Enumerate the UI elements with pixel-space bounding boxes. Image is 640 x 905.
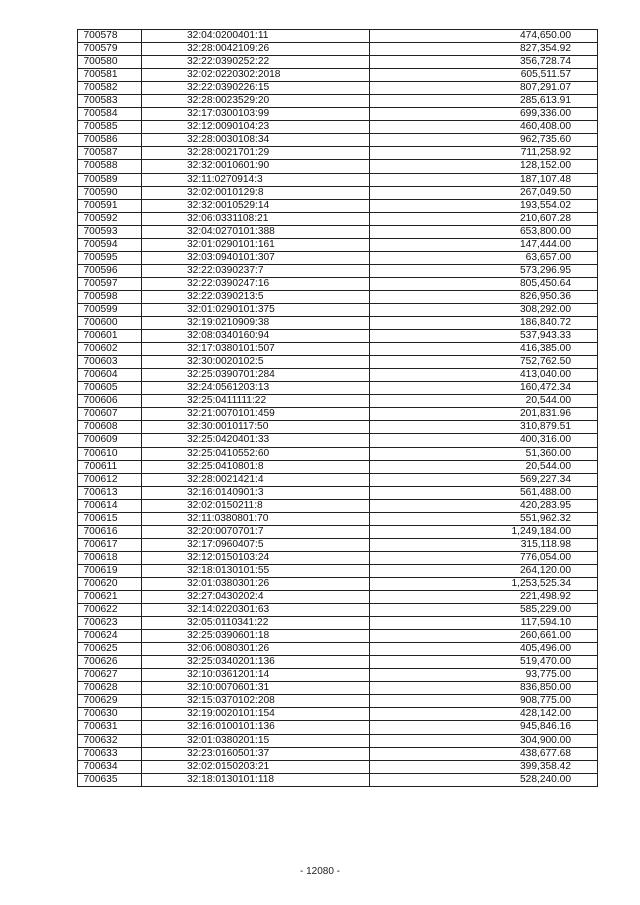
cadastral-number-cell: 32:05:0110341:22 [142,617,370,630]
amount-cell: 413,040.00 [370,369,598,382]
cadastral-number-cell: 32:25:0410801:8 [142,460,370,473]
page-number: - 12080 - [299,866,341,877]
table-row [78,330,598,343]
amount-cell: 260,661.00 [370,630,598,643]
cadastral-number-cell: 32:19:0020101:154 [142,708,370,721]
record-id-cell: 700615 [78,512,142,525]
cadastral-number-cell: 32:25:0411111:22 [142,395,370,408]
amount-cell: 653,800.00 [370,225,598,238]
record-id-cell: 700603 [78,356,142,369]
amount-cell: 267,049.50 [370,186,598,199]
amount-cell: 537,943.33 [370,330,598,343]
record-id-cell: 700602 [78,343,142,356]
record-id-cell: 700626 [78,656,142,669]
amount-cell: 405,496.00 [370,643,598,656]
cadastral-number-cell: 32:21:0070101:459 [142,408,370,421]
record-id-cell: 700630 [78,708,142,721]
amount-cell: 310,879.51 [370,421,598,434]
amount-cell: 285,613.91 [370,95,598,108]
record-id-cell: 700591 [78,199,142,212]
table-row [78,447,598,460]
amount-cell: 699,336.00 [370,108,598,121]
record-id-cell: 700596 [78,264,142,277]
amount-cell: 585,229.00 [370,604,598,617]
cadastral-number-cell: 32:04:0200401:11 [142,30,370,43]
table-row [78,682,598,695]
cadastral-number-cell: 32:22:0390237:7 [142,264,370,277]
table-row [78,95,598,108]
table-row [78,591,598,604]
record-id-cell: 700608 [78,421,142,434]
cadastral-number-cell: 32:32:0010529:14 [142,199,370,212]
record-id-cell: 700607 [78,408,142,421]
amount-cell: 836,850.00 [370,682,598,695]
record-id-cell: 700635 [78,773,142,786]
cadastral-number-cell: 32:02:0150203:21 [142,760,370,773]
table-row [78,564,598,577]
record-id-cell: 700625 [78,643,142,656]
table-row [78,460,598,473]
amount-cell: 561,488.00 [370,486,598,499]
table-row [78,551,598,564]
record-id-cell: 700605 [78,382,142,395]
cadastral-number-cell: 32:02:0010129:8 [142,186,370,199]
record-id-cell: 700604 [78,369,142,382]
amount-cell: 20,544.00 [370,460,598,473]
amount-cell: 776,054.00 [370,551,598,564]
cadastral-number-cell: 32:02:0220302:2018 [142,69,370,82]
record-id-cell: 700586 [78,134,142,147]
amount-cell: 1,249,184.00 [370,525,598,538]
amount-cell: 93,775.00 [370,669,598,682]
record-id-cell: 700612 [78,473,142,486]
amount-cell: 474,650.00 [370,30,598,43]
record-id-cell: 700598 [78,290,142,303]
table-row [78,734,598,747]
amount-cell: 304,900.00 [370,734,598,747]
record-id-cell: 700619 [78,564,142,577]
table-row [78,134,598,147]
table-row [78,82,598,95]
record-id-cell: 700631 [78,721,142,734]
amount-cell: 807,291.07 [370,82,598,95]
cadastral-number-cell: 32:16:0100101:136 [142,721,370,734]
table-row [78,486,598,499]
amount-cell: 400,316.00 [370,434,598,447]
table-row [78,395,598,408]
table-row [78,434,598,447]
table-row [78,277,598,290]
record-id-cell: 700611 [78,460,142,473]
amount-cell: 399,358.42 [370,760,598,773]
cadastral-number-cell: 32:14:0220301:63 [142,604,370,617]
table-row [78,695,598,708]
cadastral-number-cell: 32:19:0210909:38 [142,317,370,330]
amount-cell: 569,227.34 [370,473,598,486]
table-row [78,290,598,303]
record-id-cell: 700588 [78,160,142,173]
cadastral-number-cell: 32:18:0130101:118 [142,773,370,786]
cadastral-number-cell: 32:01:0290101:375 [142,303,370,316]
record-id-cell: 700593 [78,225,142,238]
cadastral-number-cell: 32:17:0960407:5 [142,538,370,551]
record-id-cell: 700623 [78,617,142,630]
amount-cell: 1,253,525.34 [370,577,598,590]
record-id-cell: 700582 [78,82,142,95]
table-row [78,473,598,486]
cadastral-number-cell: 32:02:0150211:8 [142,499,370,512]
amount-cell: 160,472.34 [370,382,598,395]
cadastral-number-cell: 32:17:0380101:507 [142,343,370,356]
table-row [78,251,598,264]
amount-cell: 147,444.00 [370,238,598,251]
amount-cell: 945,846.16 [370,721,598,734]
cadastral-number-cell: 32:11:0270914:3 [142,173,370,186]
record-id-cell: 700590 [78,186,142,199]
amount-cell: 416,385.00 [370,343,598,356]
table-row [78,264,598,277]
amount-cell: 201,831.96 [370,408,598,421]
cadastral-number-cell: 32:22:0390252:22 [142,56,370,69]
table-row [78,160,598,173]
record-id-cell: 700613 [78,486,142,499]
amount-cell: 20,544.00 [370,395,598,408]
amount-cell: 264,120.00 [370,564,598,577]
record-id-cell: 700594 [78,238,142,251]
record-id-cell: 700606 [78,395,142,408]
cadastral-number-cell: 32:18:0130101:55 [142,564,370,577]
record-id-cell: 700587 [78,147,142,160]
record-id-cell: 700628 [78,682,142,695]
amount-cell: 519,470.00 [370,656,598,669]
amount-cell: 308,292.00 [370,303,598,316]
cadastral-number-cell: 32:23:0160501:37 [142,747,370,760]
table-row [78,382,598,395]
cadastral-number-cell: 32:28:0042109:26 [142,43,370,56]
record-id-cell: 700629 [78,695,142,708]
cadastral-number-cell: 32:01:0380301:26 [142,577,370,590]
amount-cell: 51,360.00 [370,447,598,460]
cadastral-number-cell: 32:01:0380201:15 [142,734,370,747]
record-id-cell: 700578 [78,30,142,43]
record-id-cell: 700583 [78,95,142,108]
table-row [78,343,598,356]
record-id-cell: 700627 [78,669,142,682]
amount-cell: 605,511.57 [370,69,598,82]
table-row [78,147,598,160]
cadastral-number-cell: 32:06:0080301:26 [142,643,370,656]
table-row [78,747,598,760]
table-row [78,225,598,238]
record-id-cell: 700620 [78,577,142,590]
cadastral-number-cell: 32:11:0380801:70 [142,512,370,525]
record-id-cell: 700616 [78,525,142,538]
cadastral-number-cell: 32:01:0290101:161 [142,238,370,251]
table-row [78,369,598,382]
table-row [78,69,598,82]
table-row [78,630,598,643]
amount-cell: 752,762.50 [370,356,598,369]
record-id-cell: 700624 [78,630,142,643]
record-id-cell: 700610 [78,447,142,460]
table-row [78,721,598,734]
record-id-cell: 700595 [78,251,142,264]
cadastral-number-cell: 32:30:0010117:50 [142,421,370,434]
table-row [78,604,598,617]
table-row [78,173,598,186]
table-row [78,577,598,590]
cadastral-number-cell: 32:30:0020102:5 [142,356,370,369]
cadastral-number-cell: 32:04:0270101:388 [142,225,370,238]
record-id-cell: 700609 [78,434,142,447]
table-row [78,643,598,656]
table-row [78,499,598,512]
cadastral-number-cell: 32:10:0361201:14 [142,669,370,682]
amount-cell: 908,775.00 [370,695,598,708]
amount-cell: 356,728.74 [370,56,598,69]
table-row [78,708,598,721]
record-id-cell: 700632 [78,734,142,747]
record-id-cell: 700622 [78,604,142,617]
record-id-cell: 700600 [78,317,142,330]
records-table [77,29,598,787]
record-id-cell: 700618 [78,551,142,564]
record-id-cell: 700633 [78,747,142,760]
table-row [78,656,598,669]
table-row [78,538,598,551]
cadastral-number-cell: 32:24:0561203:13 [142,382,370,395]
amount-cell: 551,962.32 [370,512,598,525]
amount-cell: 460,408.00 [370,121,598,134]
cadastral-number-cell: 32:25:0410552:60 [142,447,370,460]
cadastral-number-cell: 32:32:0010601:90 [142,160,370,173]
cadastral-number-cell: 32:28:0023529:20 [142,95,370,108]
table-row [78,408,598,421]
cadastral-number-cell: 32:27:0430202:4 [142,591,370,604]
amount-cell: 573,296.95 [370,264,598,277]
records-table-body [78,30,598,787]
cadastral-number-cell: 32:28:0030108:34 [142,134,370,147]
record-id-cell: 700579 [78,43,142,56]
table-row [78,238,598,251]
table-row [78,108,598,121]
amount-cell: 187,107.48 [370,173,598,186]
table-row [78,303,598,316]
amount-cell: 438,677.68 [370,747,598,760]
table-row [78,773,598,786]
amount-cell: 221,498.92 [370,591,598,604]
table-row [78,212,598,225]
amount-cell: 315,118.98 [370,538,598,551]
cadastral-number-cell: 32:03:0940101:307 [142,251,370,264]
record-id-cell: 700589 [78,173,142,186]
record-id-cell: 700597 [78,277,142,290]
record-id-cell: 700614 [78,499,142,512]
record-id-cell: 700634 [78,760,142,773]
amount-cell: 117,594.10 [370,617,598,630]
table-row [78,186,598,199]
record-id-cell: 700592 [78,212,142,225]
table-row [78,121,598,134]
cadastral-number-cell: 32:25:0340201:136 [142,656,370,669]
amount-cell: 428,142.00 [370,708,598,721]
cadastral-number-cell: 32:28:0021701:29 [142,147,370,160]
cadastral-number-cell: 32:22:0390247:16 [142,277,370,290]
cadastral-number-cell: 32:10:0070601:31 [142,682,370,695]
amount-cell: 186,840.72 [370,317,598,330]
record-id-cell: 700617 [78,538,142,551]
table-row [78,760,598,773]
amount-cell: 827,354.92 [370,43,598,56]
table-row [78,669,598,682]
cadastral-number-cell: 32:25:0390601:18 [142,630,370,643]
amount-cell: 528,240.00 [370,773,598,786]
amount-cell: 711,258.92 [370,147,598,160]
amount-cell: 210,607.28 [370,212,598,225]
cadastral-number-cell: 32:20:0070701:7 [142,525,370,538]
record-id-cell: 700601 [78,330,142,343]
amount-cell: 826,950.36 [370,290,598,303]
record-id-cell: 700585 [78,121,142,134]
table-row [78,512,598,525]
amount-cell: 805,450.64 [370,277,598,290]
record-id-cell: 700621 [78,591,142,604]
cadastral-number-cell: 32:12:0090104:23 [142,121,370,134]
table-row [78,30,598,43]
cadastral-number-cell: 32:17:0300103:99 [142,108,370,121]
table-row [78,525,598,538]
cadastral-number-cell: 32:15:0370102:208 [142,695,370,708]
table-row [78,43,598,56]
cadastral-number-cell: 32:06:0331108:21 [142,212,370,225]
cadastral-number-cell: 32:25:0390701:284 [142,369,370,382]
table-row [78,421,598,434]
cadastral-number-cell: 32:16:0140901:3 [142,486,370,499]
amount-cell: 193,554.02 [370,199,598,212]
table-row [78,356,598,369]
amount-cell: 63,657.00 [370,251,598,264]
amount-cell: 128,152.00 [370,160,598,173]
record-id-cell: 700580 [78,56,142,69]
table-row [78,317,598,330]
cadastral-number-cell: 32:08:0340160:94 [142,330,370,343]
amount-cell: 962,735.60 [370,134,598,147]
cadastral-number-cell: 32:22:0390213:5 [142,290,370,303]
record-id-cell: 700581 [78,69,142,82]
table-row [78,199,598,212]
record-id-cell: 700599 [78,303,142,316]
cadastral-number-cell: 32:12:0150103:24 [142,551,370,564]
cadastral-number-cell: 32:28:0021421:4 [142,473,370,486]
amount-cell: 420,283.95 [370,499,598,512]
cadastral-number-cell: 32:25:0420401:33 [142,434,370,447]
table-row [78,617,598,630]
record-id-cell: 700584 [78,108,142,121]
table-row [78,56,598,69]
cadastral-number-cell: 32:22:0390226:15 [142,82,370,95]
